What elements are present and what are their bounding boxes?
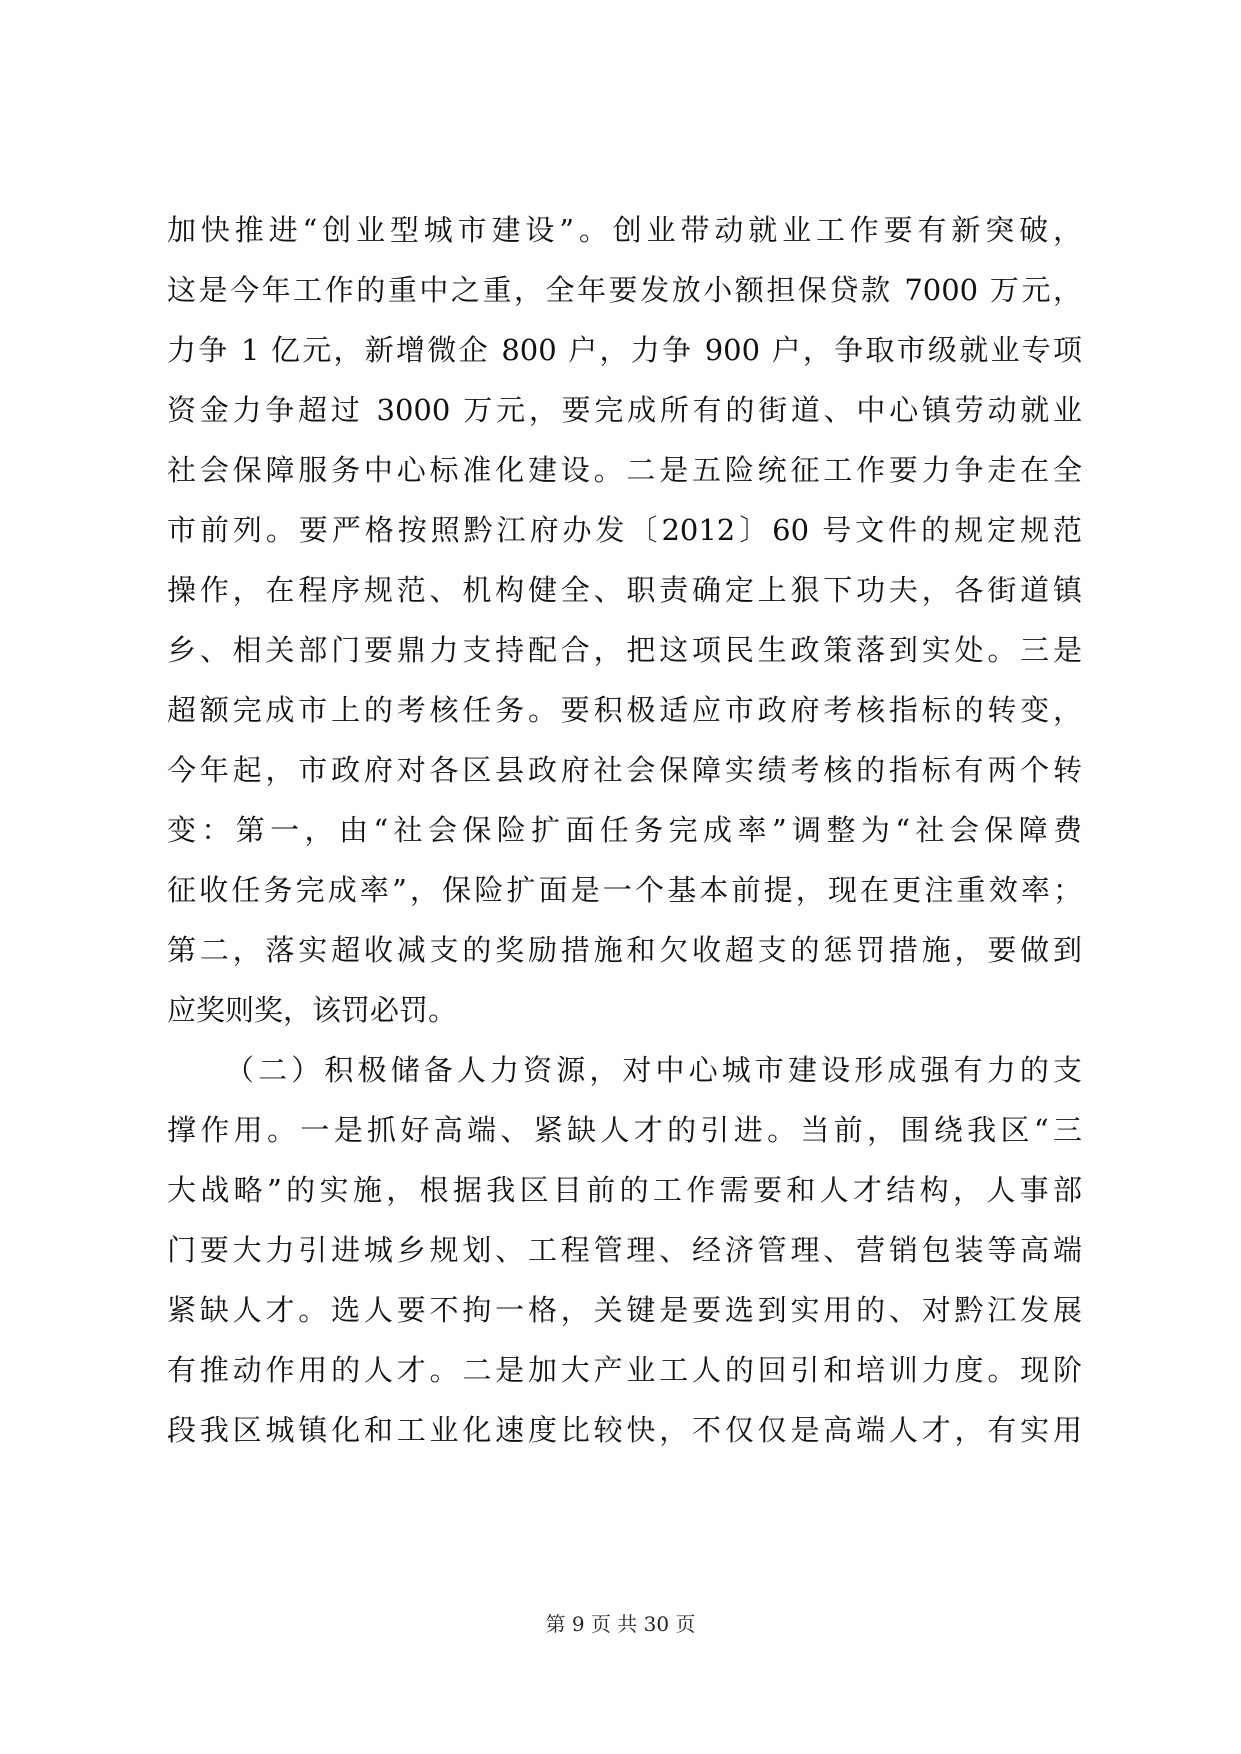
text-line: 乡、相关部门要鼎力支持配合，把这项民生政策落到实处。三是 <box>167 633 1082 667</box>
text-line: 资金力争超过 3000 万元，要完成所有的街道、中心镇劳动就业 <box>167 393 1082 427</box>
text-line: 超额完成市上的考核任务。要积极适应市政府考核指标的转变， <box>167 693 1082 727</box>
text-line: 这是今年工作的重中之重，全年要发放小额担保贷款 7000 万元， <box>167 273 1082 307</box>
body-text <box>167 200 1082 1460</box>
text-line: 加快推进“创业型城市建设”。创业带动就业工作要有新突破， <box>167 213 1082 247</box>
text-line: 力争 1 亿元，新增微企 800 户，力争 900 户，争取市级就业专项 <box>167 333 1082 367</box>
text-line: 市前列。要严格按照黔江府办发〔2012〕60 号文件的规定规范 <box>167 513 1082 547</box>
text-line: 操作，在程序规范、机构健全、职责确定上狠下功夫，各街道镇 <box>167 573 1082 607</box>
text-line: 第二，落实超收减支的奖励措施和欠收超支的惩罚措施，要做到 <box>167 933 1082 967</box>
text-line: 段我区城镇化和工业化速度比较快，不仅仅是高端人才，有实用 <box>167 1413 1082 1447</box>
text-line: 今年起，市政府对各区县政府社会保障实绩考核的指标有两个转 <box>167 753 1082 787</box>
text-line: 撑作用。一是抓好高端、紧缺人才的引进。当前，围绕我区“三 <box>167 1113 1082 1147</box>
paragraph-start-line: （二）积极储备人力资源，对中心城市建设形成强有力的支 <box>225 1053 1082 1087</box>
text-line: 有推动作用的人才。二是加大产业工人的回引和培训力度。现阶 <box>167 1353 1082 1387</box>
text-line: 门要大力引进城乡规划、工程管理、经济管理、营销包装等高端 <box>167 1233 1082 1267</box>
text-line: 紧缺人才。选人要不拘一格，关键是要选到实用的、对黔江发展 <box>167 1293 1082 1327</box>
page-number-footer: 第 9 页 共 30 页 <box>545 1612 696 1636</box>
text-line: 变：第一，由“社会保险扩面任务完成率”调整为“社会保障费 <box>167 813 1082 847</box>
text-line: 征收任务完成率”，保险扩面是一个基本前提，现在更注重效率； <box>167 873 1082 907</box>
text-line: 社会保障服务中心标准化建设。二是五险统征工作要力争走在全 <box>167 453 1082 487</box>
text-line: 大战略”的实施，根据我区目前的工作需要和人才结构，人事部 <box>167 1173 1082 1207</box>
paragraph-end-line: 应奖则奖，该罚必罚。 <box>167 993 458 1027</box>
